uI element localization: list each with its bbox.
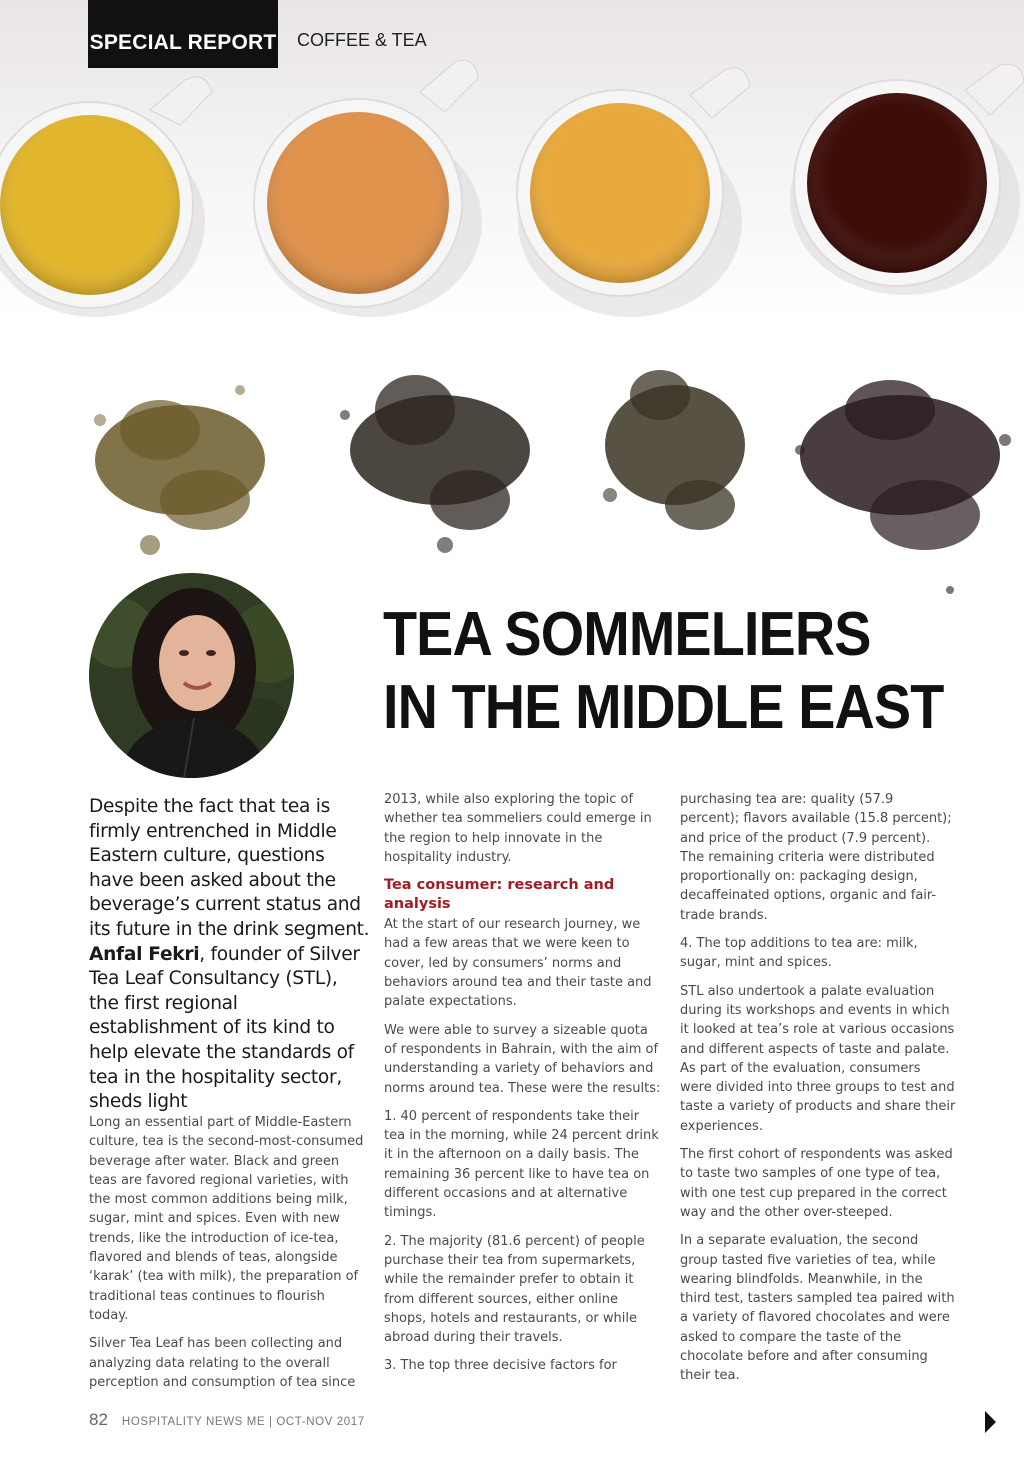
next-page-arrow-icon[interactable] (985, 1411, 996, 1433)
column-2-paragraph-6: 3. The top three decisive factors for (384, 1358, 617, 1374)
column-1-paragraph-2: Silver Tea Leaf has been collecting and analyzing data relating to the overall perception and consumption of tea since (89, 1336, 356, 1390)
body-column-3 (680, 790, 956, 1395)
column-2-paragraph-1: 2013, while also exploring the topic of whether tea sommeliers could emerge in the region to help innovate in the hospitality industry. (384, 792, 652, 865)
article-title (383, 598, 944, 744)
subheading-research: Tea consumer: research and analysis (384, 877, 615, 913)
hero-photo (0, 0, 1024, 610)
tea-leaves-green (94, 385, 265, 555)
special-report-tab: SPECIAL REPORT (88, 0, 278, 68)
body-column-2 (384, 790, 664, 1385)
intro-text-before: Despite the fact that tea is firmly entrenched in Middle Eastern culture, questions have been asked about the beverage’s current status and its future in the drink segment. (89, 796, 370, 940)
body-column-1 (89, 1113, 367, 1401)
tea-cups-and-leaves-illustration (0, 0, 1024, 600)
publication-info: HOSPITALITY NEWS ME | OCT-NOV 2017 (121, 1416, 365, 1428)
column-2-paragraph-3: We were able to survey a sizeable quota of respondents in Bahrain, with the aim of understanding a variety of behaviors and norms around tea. These were the results: (384, 1022, 661, 1096)
column-1-paragraph-1: Long an essential part of Middle-Eastern culture, tea is the second-most-consumed beverage after water. Black and green teas are favored regional varieties, with the most common additions being milk, sugar, mint and spices. Even with new trends, like the introduction of ice-tea, flavored and blends of teas, alongside ‘karak’ (tea with milk), the preparation of traditional teas continues to flourish today. (89, 1115, 364, 1323)
article-intro (89, 795, 371, 1115)
author-portrait (89, 573, 294, 778)
column-3-paragraph-5: In a separate evaluation, the second group tasted five varieties of tea, while wearing blindfolds. Meanwhile, in the third test, tasters sampled tea paired with a variety of flavored chocolates and were asked to compare the taste of the chocolate before and after consuming their tea. (680, 1233, 955, 1384)
column-3-paragraph-4: The first cohort of respondents was asked to taste two samples of one type of tea, with one test cup prepared in the correct way and the other over-steeped. (680, 1147, 953, 1220)
tea-leaves-black (795, 380, 1011, 594)
intro-text-after: , founder of Silver Tea Leaf Consultancy (STL), the first regional establishment of its kind to help elevate the standards of tea in the hospitality sector, sheds light (89, 943, 360, 1113)
intro-author-name: Anfal Fekri (89, 943, 200, 965)
column-2-paragraph-2: At the start of our research journey, we had a few areas that we were keen to cover, led by consumers’ norms and behaviors around tea and their taste and palate expectations. (384, 917, 652, 1010)
title-line-1: TEA SOMMELIERS (383, 600, 871, 669)
tea-leaves-oolong (340, 375, 530, 553)
page-footer (89, 1410, 365, 1430)
column-2-paragraph-4: 1. 40 percent of respondents take their tea in the morning, while 24 percent drink it in the afternoon on a daily basis. The remaining 36 percent like to have tea on different occasions and at alternative timings. (384, 1108, 659, 1221)
column-3-paragraph-2: 4. The top additions to tea are: milk, sugar, mint and spices. (680, 936, 918, 971)
column-2-paragraph-5: 2. The majority (81.6 percent) of people purchase their tea from supermarkets, while the remainder prefer to obtain it from different sources, either online shops, hotels and restaurants, or while abroad during their travels. (384, 1233, 645, 1346)
title-line-2: IN THE MIDDLE EAST (383, 673, 944, 743)
tea-leaves-rolled (603, 370, 745, 530)
section-label: COFFEE & TEA (297, 30, 427, 50)
page-number: 82 (89, 1410, 108, 1429)
column-3-paragraph-1: purchasing tea are: quality (57.9 percent); flavors available (15.8 percent); and price of the product (7.9 percent). The remaining criteria were distributed proportionally on: packaging design, decaffeinated options, organic and fair-trade brands. (680, 792, 952, 923)
column-3-paragraph-3: STL also undertook a palate evaluation during its workshops and events in which it looked at tea’s role at various occasions and different aspects of taste and palate. As part of the evaluation, consumers were divided into three groups to test and taste a variety of products and share their experiences. (680, 983, 956, 1134)
